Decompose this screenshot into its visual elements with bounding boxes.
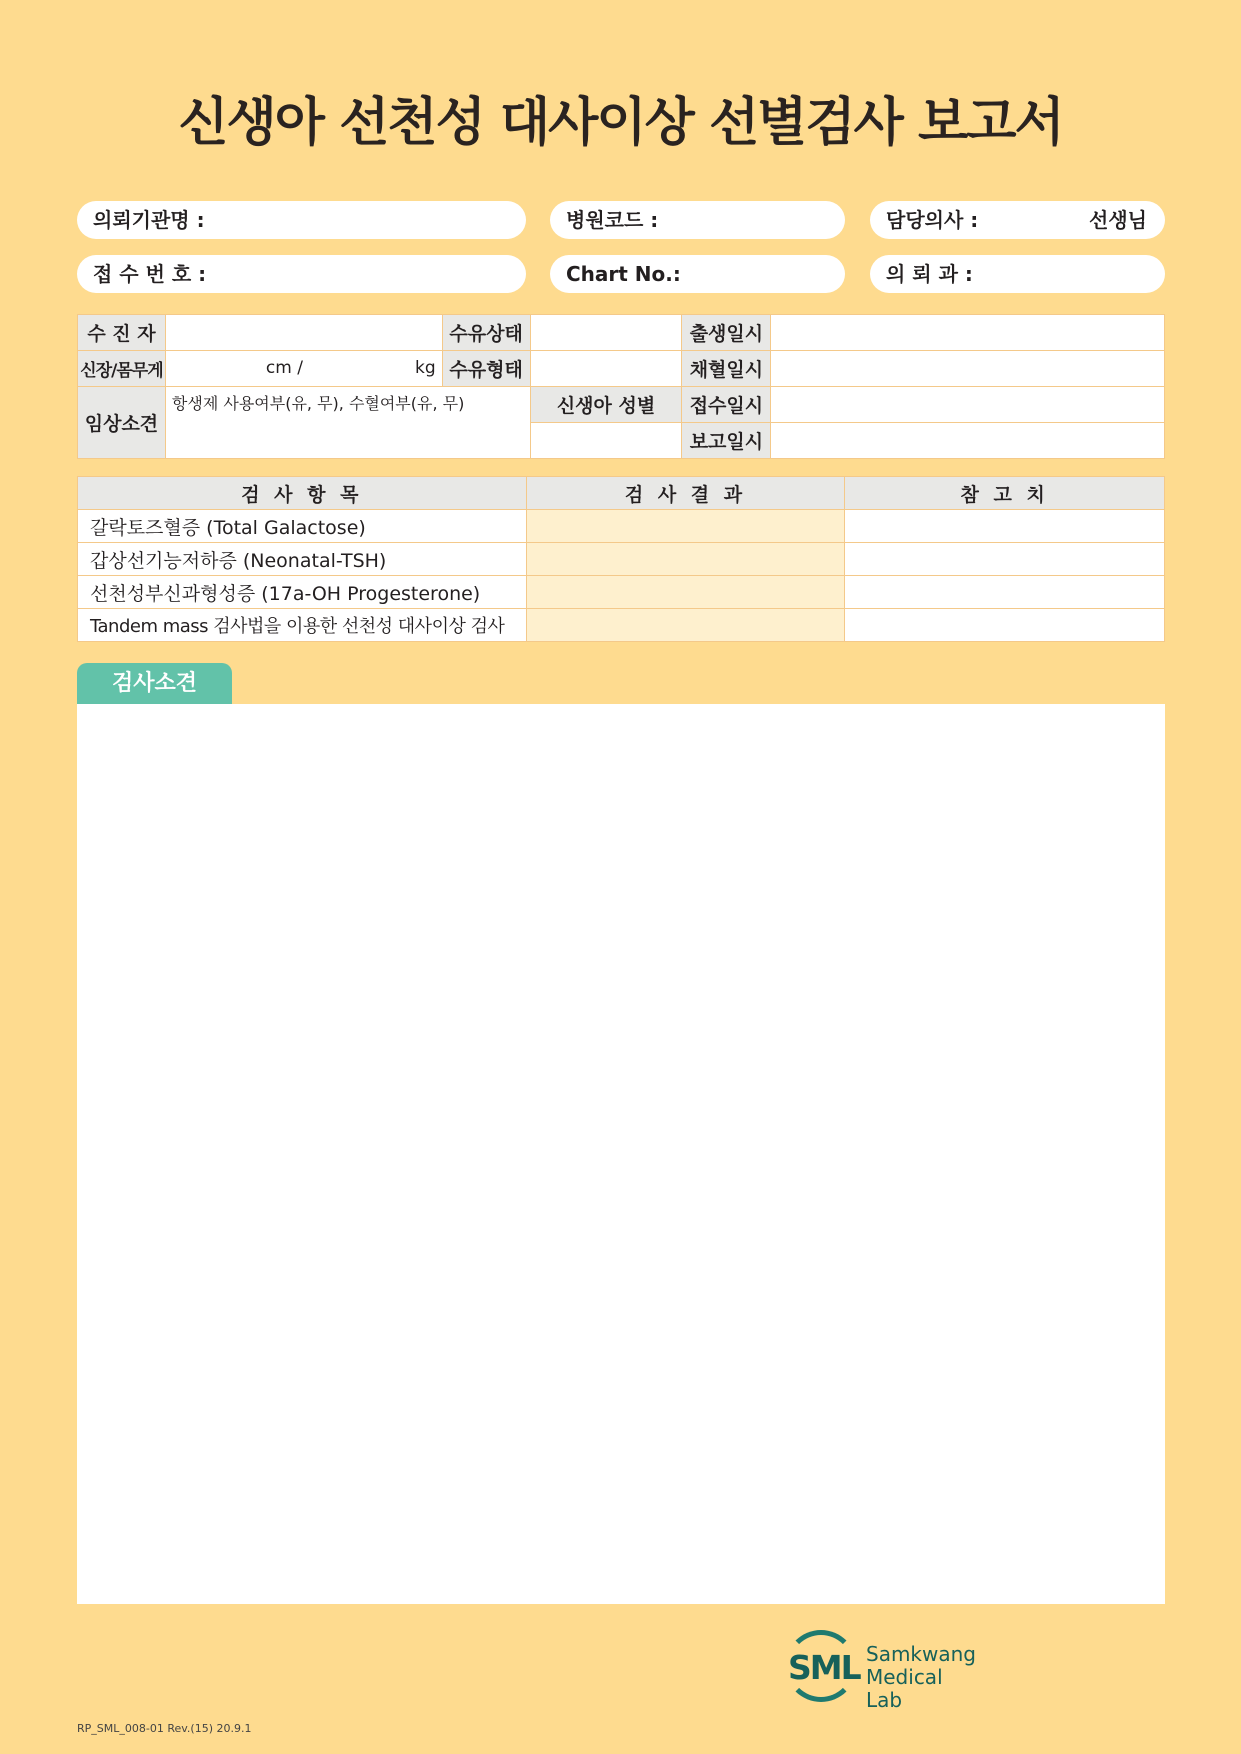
feeding-status-value[interactable] bbox=[530, 315, 682, 351]
sex-value[interactable] bbox=[530, 423, 682, 459]
doctor-label: 담당의사 : bbox=[886, 208, 979, 232]
test-item: 선천성부신과형성증 (17a-OH Progesterone) bbox=[78, 576, 527, 609]
patient-value[interactable] bbox=[165, 315, 442, 351]
dept-field[interactable] bbox=[870, 255, 1165, 293]
receipt-date-value[interactable] bbox=[771, 387, 1165, 423]
hospital-code-label: 병원코드 : bbox=[566, 208, 659, 232]
receipt-no-field[interactable] bbox=[77, 255, 526, 293]
table-row bbox=[78, 609, 1165, 642]
test-result-cell[interactable] bbox=[526, 543, 845, 576]
test-result-cell[interactable] bbox=[526, 510, 845, 543]
weight-unit: kg bbox=[415, 358, 436, 378]
form-code: RP_SML_008-01 Rev.(15) 20.9.1 bbox=[77, 1722, 252, 1735]
reference-cell[interactable] bbox=[845, 543, 1165, 576]
doctor-field[interactable] bbox=[870, 201, 1165, 239]
receipt-no-label: 접 수 번 호 : bbox=[93, 262, 207, 286]
clinical-label: 임상소견 bbox=[78, 387, 166, 459]
table-row bbox=[78, 510, 1165, 543]
chart-no-field[interactable] bbox=[550, 255, 845, 293]
feeding-type-value[interactable] bbox=[530, 351, 682, 387]
height-weight-label: 신장/몸무게 bbox=[78, 351, 166, 387]
test-result-cell[interactable] bbox=[526, 576, 845, 609]
logo-name-line2: Medical Lab bbox=[866, 1665, 943, 1712]
chart-no-label: Chart No.: bbox=[566, 262, 681, 286]
company-logo bbox=[785, 1630, 985, 1712]
reference-cell[interactable] bbox=[845, 609, 1165, 642]
feeding-status-label: 수유상태 bbox=[442, 315, 530, 351]
birth-date-label: 출생일시 bbox=[682, 315, 771, 351]
patient-label: 수 진 자 bbox=[78, 315, 166, 351]
logo-name bbox=[866, 1643, 985, 1712]
reference-header: 참 고 치 bbox=[845, 477, 1165, 510]
test-result-cell[interactable] bbox=[526, 609, 845, 642]
test-item-header: 검 사 항 목 bbox=[78, 477, 527, 510]
feeding-type-label: 수유형태 bbox=[442, 351, 530, 387]
patient-info-table bbox=[77, 314, 1165, 459]
table-row bbox=[78, 576, 1165, 609]
test-item: 갑상선기능저하증 (Neonatal-TSH) bbox=[78, 543, 527, 576]
reference-cell[interactable] bbox=[845, 510, 1165, 543]
findings-area[interactable] bbox=[77, 704, 1165, 1604]
collection-date-value[interactable] bbox=[771, 351, 1165, 387]
report-date-value[interactable] bbox=[771, 423, 1165, 459]
dept-label: 의 뢰 과 : bbox=[886, 262, 973, 286]
logo-name-line1: Samkwang bbox=[866, 1642, 976, 1666]
test-item: 갈락토즈혈증 (Total Galactose) bbox=[78, 510, 527, 543]
receipt-date-label: 접수일시 bbox=[682, 387, 771, 423]
height-weight-value[interactable] bbox=[165, 351, 442, 387]
collection-date-label: 채혈일시 bbox=[682, 351, 771, 387]
logo-mark-text: SML bbox=[788, 1648, 860, 1687]
height-unit: cm / bbox=[265, 358, 303, 378]
doctor-suffix: 선생님 bbox=[1089, 208, 1147, 232]
birth-date-value[interactable] bbox=[771, 315, 1165, 351]
institution-label: 의뢰기관명 : bbox=[93, 208, 205, 232]
table-row bbox=[78, 543, 1165, 576]
report-date-label: 보고일시 bbox=[682, 423, 771, 459]
test-results-table bbox=[77, 476, 1165, 642]
institution-field[interactable] bbox=[77, 201, 526, 239]
hospital-code-field[interactable] bbox=[550, 201, 845, 239]
findings-tab: 검사소견 bbox=[77, 663, 232, 704]
test-result-header: 검 사 결 과 bbox=[526, 477, 845, 510]
sex-label: 신생아 성별 bbox=[530, 387, 682, 423]
clinical-text[interactable]: 항생제 사용여부(유, 무), 수혈여부(유, 무) bbox=[165, 387, 530, 459]
page-title: 신생아 선천성 대사이상 선별검사 보고서 bbox=[178, 93, 1063, 153]
reference-cell[interactable] bbox=[845, 576, 1165, 609]
test-item: Tandem mass 검사법을 이용한 선천성 대사이상 검사 bbox=[78, 609, 527, 642]
